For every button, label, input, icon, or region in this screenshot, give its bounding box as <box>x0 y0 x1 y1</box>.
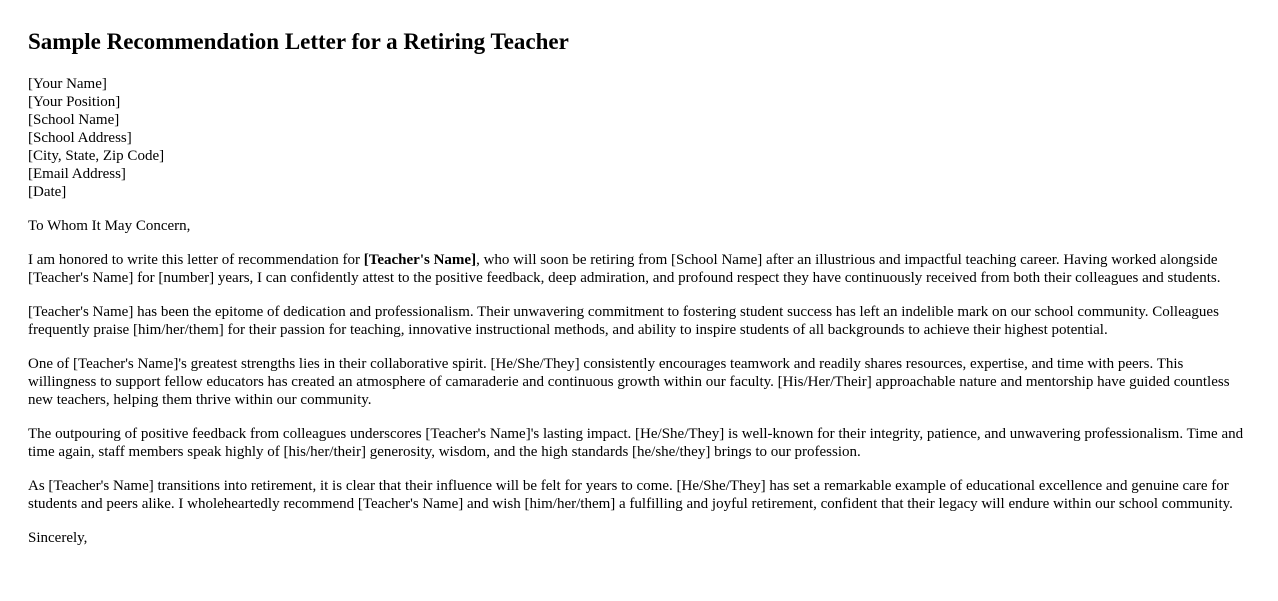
paragraph-retirement: As [Teacher's Name] transitions into retirement, it is clear that their influence will be felt for years to come. [He/She/They] has set a remarkable example of educational excellence and genuine care for students and peers alike. I wholeheartedly recommend [Teacher's Name] and wish [him/her/them] a fulfilling and joyful retirement, confident that their legacy will endure within our school community. <box>28 478 1233 512</box>
sender-city-state-zip: [City, State, Zip Code] <box>28 148 165 164</box>
teacher-name-bold: [Teacher's Name] <box>363 252 477 268</box>
paragraph-intro-rest: , who will soon be retiring from [School Name] after an illustrious and impactful teaching career. Having worked alongside [Teacher's Name] for [number] years, I can confidently attest to the positive feedback, deep admiration, and profound respect they have continuously received from both their colleagues and students. <box>28 252 1221 286</box>
paragraph-intro-lead: I am honored to write this letter of recommendation for <box>28 252 364 268</box>
page-title: Sample Recommendation Letter for a Retiring Teacher <box>28 29 569 54</box>
sender-position: [Your Position] <box>28 94 121 110</box>
sender-address-block <box>28 75 1250 201</box>
paragraph-feedback: The outpouring of positive feedback from colleagues underscores [Teacher's Name]'s lasting impact. [He/She/They] is well-known for their integrity, patience, and unwavering professionalism. Time and time again, staff members speak highly of [his/her/their] generosity, wisdom, and the high standards [he/she/they] brings to our profession. <box>28 426 1244 460</box>
sender-school-name: [School Name] <box>28 112 120 128</box>
paragraph-intro <box>28 251 1250 287</box>
closing: Sincerely, <box>28 530 88 546</box>
paragraph-collaboration: One of [Teacher's Name]'s greatest strengths lies in their collaborative spirit. [He/She/They] consistently encourages teamwork and readily shares resources, expertise, and time with peers. This willingness to support fellow educators has created an atmosphere of camaraderie and continuous growth within our faculty. [His/Her/Their] approachable nature and mentorship have guided countless new teachers, helping them thrive within our community. <box>28 356 1230 408</box>
sender-name: [Your Name] <box>28 76 107 92</box>
sender-date: [Date] <box>28 184 67 200</box>
sender-school-address: [School Address] <box>28 130 132 146</box>
salutation: To Whom It May Concern, <box>28 218 191 234</box>
sender-email: [Email Address] <box>28 166 126 182</box>
paragraph-dedication: [Teacher's Name] has been the epitome of dedication and professionalism. Their unwavering commitment to fostering student success has left an indelible mark on our school community. Colleagues frequently praise [him/her/them] for their passion for teaching, innovative instructional methods, and ability to inspire students of all backgrounds to achieve their highest potential. <box>28 304 1219 338</box>
